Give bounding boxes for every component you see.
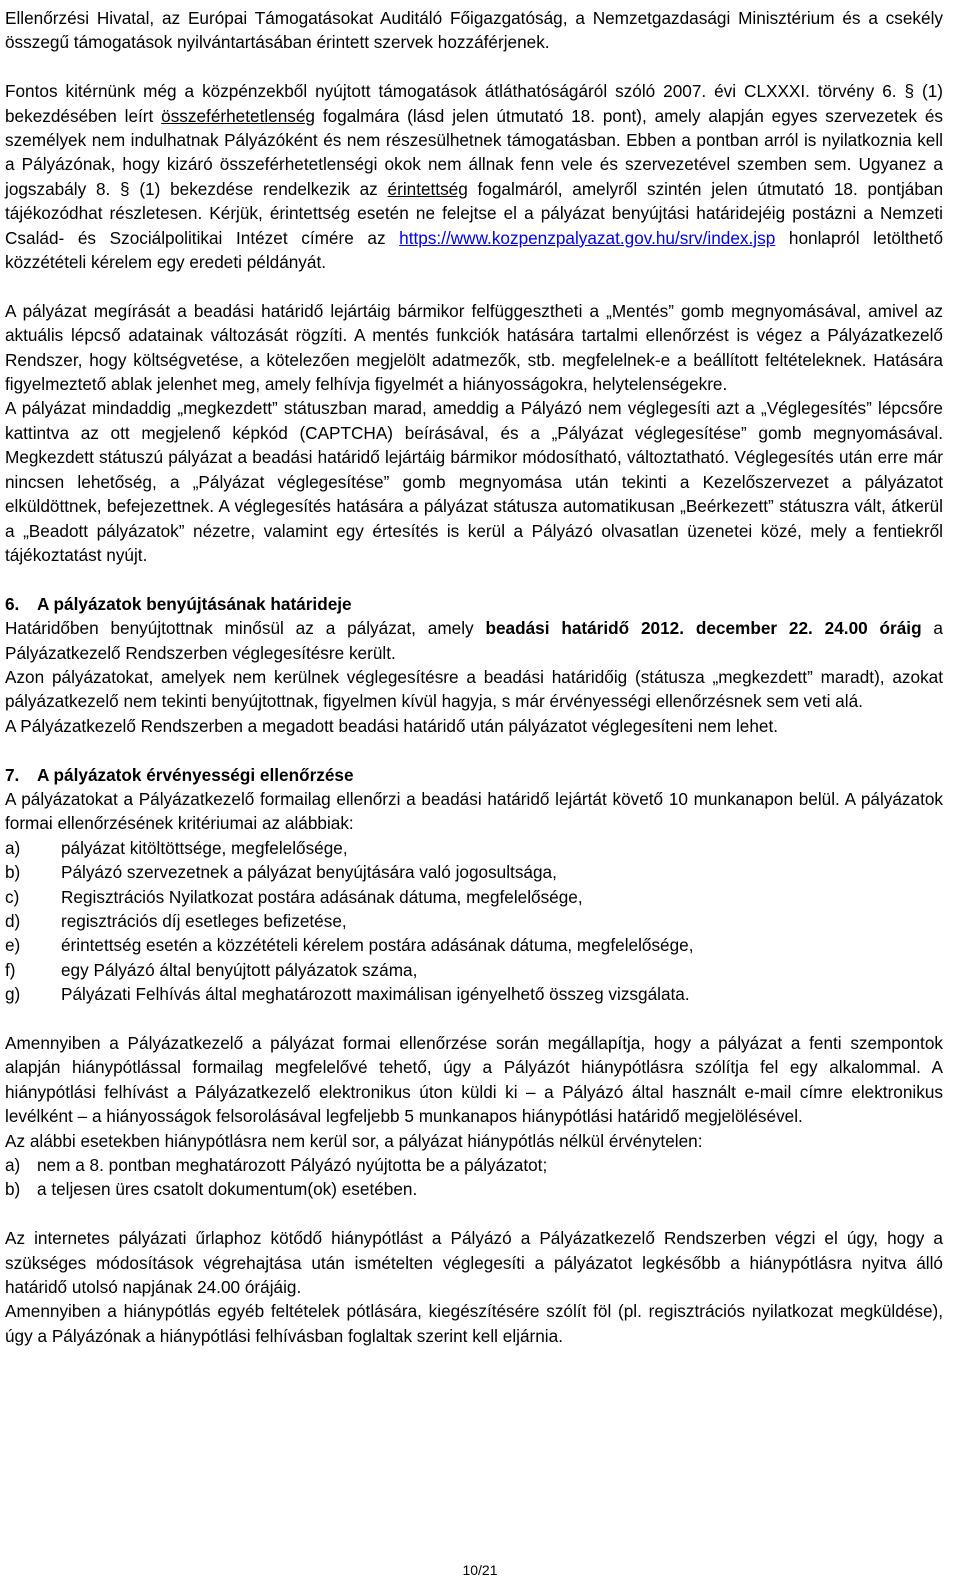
paragraph-deficiency: Amennyiben a Pályázatkezelő a pályázat formai ellenőrzése során megállapítja, hogy a pályázat a fenti szempontok alapján hiánypótlással formailag megfelelővé tehető, úgy a Pályázót hiánypótlásra szólítja fel egy alkalommal. A hiánypótlási felhívást a Pályázatkezelő elektronikus úton küldi ki – a Pályázó által használt e-mail címre elektronikus levélként – a hiányosságok felsorolásával legfeljebb 5 munkanapos hiánypótlási határidő megjelölésével.: [5, 1032, 943, 1127]
section-number: 7.: [5, 764, 20, 785]
list-item-text: Pályázati Felhívás által meghatározott maximálisan igényelhető összeg vizsgálata.: [61, 984, 690, 1005]
paragraph-intro-end: Ellenőrzési Hivatal, az Európai Támogatásokat Auditáló Főigazgatóság, a Nemzetgazdasági Minisztérium és a csekély összegű támogatások nyilvántartásában érintett szervek hozzáférjenek.: [5, 8, 943, 53]
list-item: [5, 982, 943, 1006]
list-item-label: c): [5, 886, 20, 907]
list-item: [5, 885, 943, 909]
list-item-text: egy Pályázó által benyújtott pályázatok száma,: [61, 959, 418, 980]
kozpenzpalyazat-link[interactable]: https://www.kozpenzpalyazat.gov.hu/srv/index.jsp: [399, 227, 776, 248]
section-number: 6.: [5, 593, 20, 614]
list-item: [5, 1177, 943, 1201]
term-osszeferhetetlenseg: összeférhetetlenség: [161, 105, 315, 126]
list-item-label: e): [5, 935, 21, 956]
text-run: a Pályázatkezelő Rendszerben véglegesítésre került.: [5, 618, 943, 663]
list-item-text: Regisztrációs Nyilatkozat postára adásának dátuma, megfelelősége,: [61, 886, 583, 907]
list-item-text: Pályázó szervezetnek a pályázat benyújtására való jogosultsága,: [61, 862, 557, 883]
invalid-list: [5, 1153, 943, 1202]
text-run: Határidőben benyújtottnak minősül az a pályázat, amely: [5, 618, 486, 639]
list-item: [5, 860, 943, 884]
list-item-text: a teljesen üres csatolt dokumentum(ok) esetében.: [37, 1179, 418, 1200]
paragraph-online-deficiency: Az internetes pályázati űrlaphoz kötődő hiánypótlást a Pályázó a Pályázatkezelő Rendszerben végzi el úgy, hogy a szükséges módosítások végrehajtása után ismételten véglegesíti a pályázatot legkésőbb a hiánypótlásra nyitva álló határidő utolsó napjának 24.00 órájáig.: [5, 1228, 943, 1298]
text-run: fogalmára (lásd jelen útmutató 18. pont), amely alapján egyes szervezetek és személyek nem indulhatnak Pályázóként és nem részesülhetnek támogatásban. Ebben a pontban arról is nyilatkoznia kell a Pályázónak, hogy kizáró összeférhetetlenségi okok nem állnak fenn vele és szervezetével szemben sem. Ugyanez a jogszabály 8. § (1) bekezdése rendelkezik az: [5, 105, 943, 199]
section-title: A pályázatok érvényességi ellenőrzése: [37, 764, 354, 785]
document-page: [5, 6, 943, 1348]
page-number: 10/21: [462, 1562, 498, 1578]
list-item-label: a): [5, 1155, 21, 1176]
list-item-label: f): [5, 959, 16, 980]
section-6-paragraph-3: A Pályázatkezelő Rendszerben a megadott beadási határidő után pályázatot véglegesíteni nem lehet.: [5, 715, 778, 736]
list-item: [5, 933, 943, 957]
list-item-label: d): [5, 910, 21, 931]
section-7-heading: [5, 763, 943, 787]
list-item-text: nem a 8. pontban meghatározott Pályázó nyújtotta be a pályázatot;: [37, 1155, 548, 1176]
section-6-paragraph-2: Azon pályázatokat, amelyek nem kerülnek véglegesítésre a beadási határidőig (státusza „megkezdett” maradt), azokat pályázatkezelő nem tekinti benyújtottnak, figyelmen kívül hagyja, s már érvényességi ellenőrzésnek sem veti alá.: [5, 666, 943, 712]
text-run: Fontos kitérnünk még a közpénzekből nyújtott támogatások átláthatóságáról szóló 2007. évi CLXXXI. törvény 6. § (1) bekezdésében leírt: [5, 81, 943, 126]
section-6-heading: [5, 592, 943, 616]
criteria-list: [5, 836, 943, 1007]
list-item-label: b): [5, 862, 21, 883]
text-run: fogalmáról, amelyről szintén jelen útmutató 18. pontjában tájékozódhat részletesen. Kérjük, érintettség esetén ne felejtse el a pályázat benyújtási határidejéig postázni a Nemzeti Család- és Szociálpolitikai Intézet címére az: [5, 178, 944, 248]
paragraph-conflict-of-interest: [5, 79, 943, 274]
list-item-text: regisztrációs díj esetleges befizetése,: [61, 910, 347, 931]
paragraph-other-deficiency: Amennyiben a hiánypótlás egyéb feltételek pótlására, kiegészítésére szólít föl (pl. regisztrációs nyilatkozat megküldése), úgy a Pályázónak a hiánypótlási felhívásban foglaltak szerint kell eljárnia.: [5, 1301, 943, 1346]
list-item-text: érintettség esetén a közzétételi kérelem postára adásának dátuma, megfelelősége,: [61, 935, 694, 956]
list-item: [5, 836, 943, 860]
paragraph-status: A pályázat mindaddig „megkezdett” státuszban marad, ameddig a Pályázó nem véglegesíti azt a „Véglegesítés” lépcsőre kattintva az ott megjelenő képkód (CAPTCHA) beírásával, és a „Pályázat véglegesítése” gomb megnyomásával. Megkezdett státuszú pályázat a beadási határidő lejártáig bármikor módosítható, változtatható. Véglegesítés után erre már nincsen lehetőség, a „Pályázat véglegesítése” gomb megnyomása után tekinti a Kezelőszervezet a pályázatot elküldöttnek, befejezettnek. A véglegesítés hatására a pályázat státusza automatikusan „Beérkezett” státuszra vált, átkerül a „Beadott pályázatok” nézetre, valamint egy értesítés is kerül a Pályázó olvasatlan üzenetei közé, mely a fentiekről tájékoztatást nyújt.: [5, 398, 943, 565]
list-item-label: g): [5, 984, 21, 1005]
paragraph-invalid: Az alábbi esetekben hiánypótlásra nem kerül sor, a pályázat hiánypótlás nélkül érvénytelen:: [5, 1130, 703, 1151]
deadline-text: beadási határidő 2012. december 22. 24.00 óráig: [485, 618, 922, 639]
list-item: [5, 958, 943, 982]
section-7-intro: A pályázatokat a Pályázatkezelő formailag ellenőrzi a beadási határidő lejártát követő 10 munkanapon belül. A pályázatok formai ellenőrzésének kritériumai az alábbiak:: [5, 788, 943, 834]
list-item-label: a): [5, 837, 21, 858]
text-run: honlapról letölthető közzétételi kérelem egy eredeti példányát.: [5, 227, 943, 273]
list-item: [5, 909, 943, 933]
list-item-text: pályázat kitöltöttsége, megfelelősége,: [61, 837, 348, 858]
list-item: [5, 1153, 943, 1177]
section-title: A pályázatok benyújtásának határideje: [37, 593, 352, 614]
section-6-paragraph-1: [5, 616, 943, 665]
term-erintettseg: érintettség: [387, 178, 468, 199]
paragraph-save: A pályázat megírását a beadási határidő lejártáig bármikor felfüggesztheti a „Mentés” gomb megnyomásával, amivel az aktuális lépcső adatainak változását rögzíti. A mentés funkciók hatására tartalmi ellenőrzést is végez a Pályázatkezelő Rendszer, hogy költségvetése, a kötelezően megjelölt adatmezők, stb. megfelelnek-e a beállított feltételeknek. Hatására figyelmeztető ablak jelenhet meg, amely felhívja figyelmét a hiányosságokra, helytelenségekre.: [5, 300, 943, 395]
list-item-label: b): [5, 1179, 21, 1200]
